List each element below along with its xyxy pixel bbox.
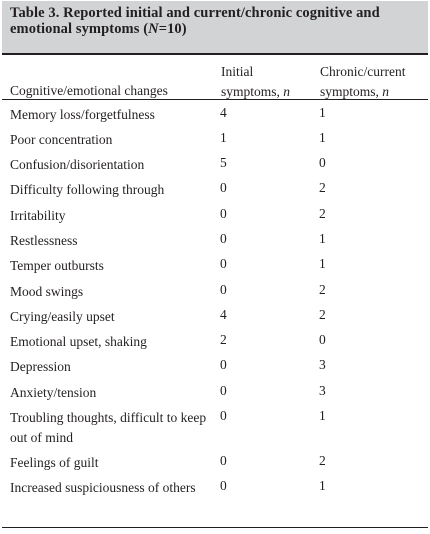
- row-label: Increased suspiciousness of others: [10, 480, 196, 496]
- table-title-box: [2, 1, 428, 53]
- row-label: Poor concentration: [10, 131, 113, 147]
- table-row: [2, 403, 428, 448]
- header-label-column: Cognitive/emotional changes: [10, 82, 168, 98]
- header-chronic-line-2: [320, 84, 389, 100]
- row-chronic-value: 1: [319, 408, 326, 424]
- row-chronic-value: 2: [319, 281, 326, 297]
- row-chronic-value: 3: [319, 357, 326, 373]
- row-chronic-value: 1: [319, 104, 326, 120]
- table-body: [2, 100, 428, 499]
- row-chronic-value: 2: [319, 453, 326, 469]
- row-chronic-value: 2: [319, 306, 326, 322]
- table-row: [2, 448, 428, 473]
- header-initial-n: n: [283, 83, 291, 99]
- row-chronic-value: 1: [319, 129, 326, 145]
- table-row: [2, 226, 428, 251]
- row-label: Crying/easily upset: [10, 308, 115, 324]
- row-chronic-value: 0: [319, 155, 326, 171]
- table-row: [2, 201, 428, 226]
- table-title-suffix: =10): [158, 21, 187, 37]
- row-chronic-value: 1: [319, 256, 326, 272]
- row-initial-value: 0: [220, 357, 227, 373]
- row-label: Difficulty following through: [10, 182, 165, 198]
- header-initial-text: symptoms,: [221, 83, 284, 99]
- row-initial-value: 0: [220, 408, 227, 424]
- table-row: [2, 352, 428, 377]
- table-row: [2, 125, 428, 150]
- header-initial-line-2: [221, 84, 290, 100]
- table-title-prefix: emotional symptoms (: [10, 21, 149, 37]
- table-row: [2, 327, 428, 352]
- header-chronic-text: symptoms,: [320, 83, 383, 99]
- row-chronic-value: 2: [319, 180, 326, 196]
- row-chronic-value: 1: [319, 478, 326, 494]
- row-initial-value: 0: [220, 478, 227, 494]
- row-initial-value: 4: [220, 104, 227, 120]
- row-label: Irritability: [10, 207, 66, 223]
- row-label: Feelings of guilt: [10, 455, 99, 471]
- row-initial-value: 0: [220, 382, 227, 398]
- row-label: Troubling thoughts, difficult to keep out of mind: [10, 410, 207, 446]
- row-initial-value: 0: [220, 453, 227, 469]
- table-bottom-rule: [2, 527, 428, 529]
- row-label: Depression: [10, 359, 71, 375]
- row-chronic-value: 1: [319, 230, 326, 246]
- row-chronic-value: 3: [319, 382, 326, 398]
- table-title-n: N: [148, 21, 159, 37]
- row-initial-value: 4: [220, 306, 227, 322]
- table-header: [2, 55, 428, 99]
- row-chronic-value: 0: [319, 332, 326, 348]
- table-title-line-1: Table 3. Reported initial and current/chronic cognitive and: [10, 5, 380, 21]
- table-row: [2, 175, 428, 200]
- table-row: [2, 277, 428, 302]
- row-label: Memory loss/forgetfulness: [10, 106, 155, 122]
- table-row: [2, 473, 428, 498]
- row-initial-value: 0: [220, 281, 227, 297]
- row-initial-value: 5: [220, 155, 227, 171]
- row-label: Restlessness: [10, 232, 78, 248]
- table-row: [2, 378, 428, 403]
- row-label: Temper outbursts: [10, 258, 104, 274]
- table-title-line-2: [10, 21, 420, 37]
- row-label: Confusion/disorientation: [10, 157, 145, 173]
- row-initial-value: 0: [220, 205, 227, 221]
- header-initial-line-1: Initial: [221, 63, 254, 79]
- row-chronic-value: 2: [319, 205, 326, 221]
- table-row: [2, 251, 428, 276]
- table-row: [2, 150, 428, 175]
- row-initial-value: 0: [220, 256, 227, 272]
- header-chronic-line-1: Chronic/current: [320, 63, 406, 79]
- symptoms-table: [2, 1, 428, 532]
- row-initial-value: 2: [220, 332, 227, 348]
- row-label: Anxiety/tension: [10, 384, 97, 400]
- row-label: Mood swings: [10, 283, 84, 299]
- header-chronic-n: n: [382, 83, 390, 99]
- table-row: [2, 100, 428, 125]
- row-label: Emotional upset, shaking: [10, 334, 147, 350]
- row-initial-value: 1: [220, 129, 227, 145]
- row-initial-value: 0: [220, 230, 227, 246]
- table-row: [2, 302, 428, 327]
- row-initial-value: 0: [220, 180, 227, 196]
